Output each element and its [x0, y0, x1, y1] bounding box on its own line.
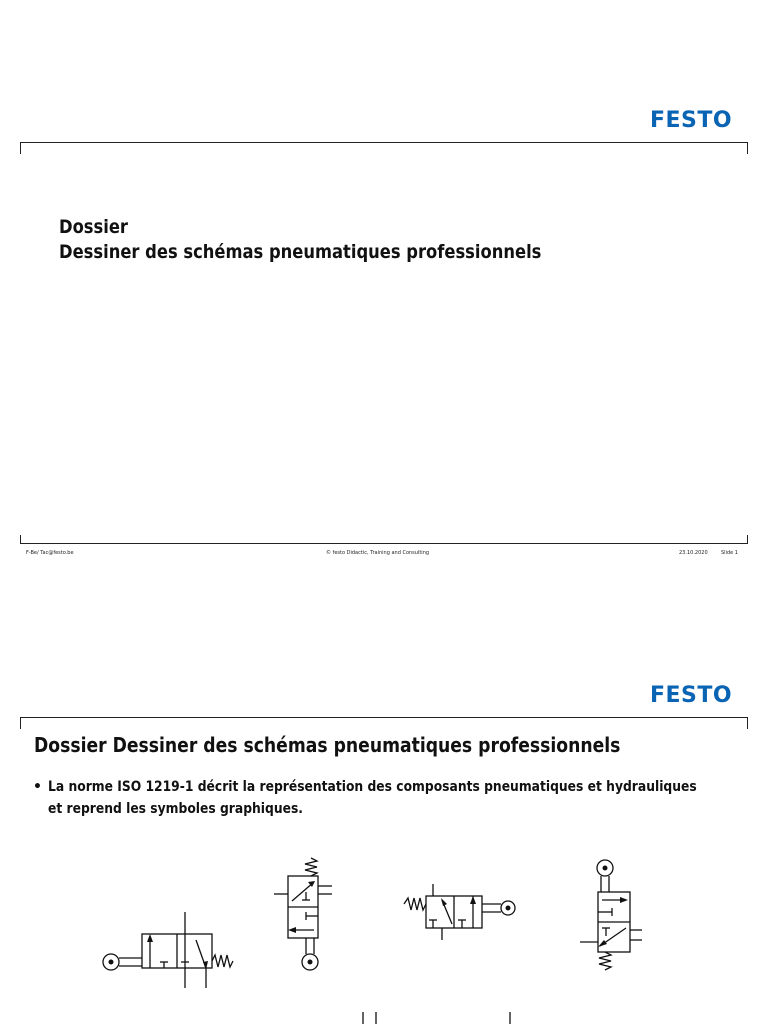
footer-left: F-Be/ Tac@festo.be [26, 550, 74, 556]
title-line-1: Dossier [59, 216, 128, 238]
valve-roller-right-icon [402, 880, 522, 950]
partial-symbol-lines-icon [355, 1008, 525, 1024]
footer-center: © festo Didactic, Training and Consulting [326, 550, 430, 556]
valve-roller-top-icon [578, 856, 648, 976]
bullet-item [33, 776, 768, 820]
slide-2-title: Dossier Dessiner des schémas pneumatiques professionnels [34, 733, 621, 757]
valve-roller-left-icon [100, 912, 240, 992]
slide-2-frame-top [20, 717, 748, 729]
valve-roller-bottom-icon [268, 856, 338, 976]
bullet-line-2: et reprend les symboles graphiques. [48, 801, 303, 817]
footer-slide-number: Slide 1 [721, 550, 738, 556]
footer-date: 23.10.2020 [679, 550, 708, 556]
bullet-line-1: La norme ISO 1219-1 décrit la représentation des composants pneumatiques et hydrauliques [48, 779, 697, 795]
festo-logo: FESTO [650, 108, 733, 133]
title-line-2: Dessiner des schémas pneumatiques professionnels [59, 241, 542, 263]
festo-logo-2: FESTO [650, 683, 733, 708]
bullet-dot: • [33, 779, 42, 795]
